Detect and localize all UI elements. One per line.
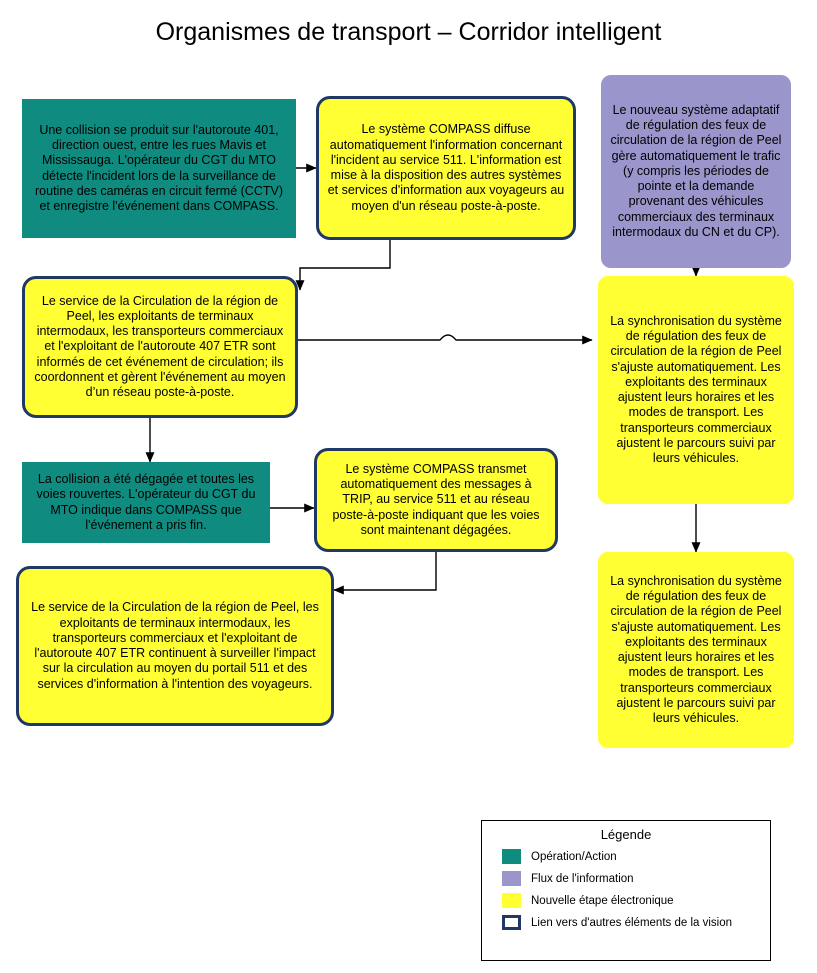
legend-item-lien-vision (502, 915, 770, 930)
legend-item-operation-action (502, 849, 770, 864)
node-text: Une collision se produit sur l'autoroute 401, direction ouest, entre les rues Mavis et Mississauga. L'opérateur du CGT du MTO détecte l'incident lors de la surveillance de routine des caméras en circuit fermé (CCTV) et enregistre l'événement dans COMPASS. (35, 122, 283, 213)
node-text: Le système COMPASS diffuse automatiquement l'information concernant l'incident au service 511. L'information est mise à la disposition des autres systèmes et services d'information aux voyageurs au moyen d'un réseau poste-à-poste. (327, 122, 565, 213)
legend-label: Lien vers d'autres éléments de la vision (531, 916, 732, 929)
node-service-circulation-peel (22, 276, 298, 418)
node-compass-transmet (314, 448, 558, 552)
legend-swatch-link (502, 915, 521, 930)
node-systeme-adaptatif (601, 75, 791, 268)
legend-swatch-purple (502, 871, 521, 886)
node-collision (22, 99, 296, 238)
node-surveillance-impact (16, 566, 334, 726)
node-text: Le système COMPASS transmet automatiquement des messages à TRIP, au service 511 et au réseau poste-à-poste indiquant que les voies sont maintenant dégagées. (332, 461, 540, 537)
page-title: Organismes de transport – Corridor intelligent (155, 18, 662, 46)
legend-label: Flux de l'information (531, 872, 634, 885)
legend-item-flux-information (502, 871, 770, 886)
node-text: La synchronisation du système de régulation des feux de circulation de la région de Peel s'ajuste automatiquement. Les exploitants des terminaux ajustent leurs horaires et les modes de transport. Les transporteurs commerciaux ajustent le parcours suivi par leurs véhicules. (610, 313, 782, 465)
legend-item-nouvelle-etape (502, 893, 770, 908)
node-text: La collision a été dégagée et toutes les voies rouvertes. L'opérateur du CGT du MTO indique dans COMPASS que l'événement a pris fin. (36, 472, 256, 532)
node-text: Le service de la Circulation de la région de Peel, les exploitants de terminaux intermodaux, les transporteurs commerciaux et l'exploitant de l'autoroute 407 ETR continuent à surveiller l'impact sur la circulation au moyen du portail 511 et des services d'information à l'intention des voyageurs. (31, 600, 319, 691)
node-text: Le service de la Circulation de la région de Peel, les exploitants de terminaux intermodaux, les transporteurs commerciaux et l'exploitant de l'autoroute 407 ETR sont informés de cet événement de circulation; ils coordonnent et gèrent l'événement au moyen d’un réseau poste-à-poste. (34, 293, 286, 400)
legend-swatch-yellow (502, 893, 521, 908)
legend-label: Opération/Action (531, 850, 617, 863)
legend-label: Nouvelle étape électronique (531, 894, 674, 907)
node-synchronisation-2 (598, 552, 794, 748)
legend-swatch-teal (502, 849, 521, 864)
legend (481, 820, 771, 961)
legend-title: Légende (600, 827, 652, 842)
node-synchronisation-1 (598, 276, 794, 504)
node-text: Le nouveau système adaptatif de régulation des feux de circulation de la région de Peel gère automatiquement le trafic (y compris les périodes de pointe et la demande provenant des véhicules commerciaux des terminaux intermodaux du CN et du CP). (610, 102, 782, 239)
node-compass-diffuse (316, 96, 576, 240)
node-collision-degagee (22, 462, 270, 543)
node-text: La synchronisation du système de régulation des feux de circulation de la région de Peel s'ajuste automatiquement. Les exploitants des terminaux ajustent leurs horaires et les modes de transport. Les transporteurs commerciaux ajustent le parcours suivi par leurs véhicules. (610, 573, 782, 725)
